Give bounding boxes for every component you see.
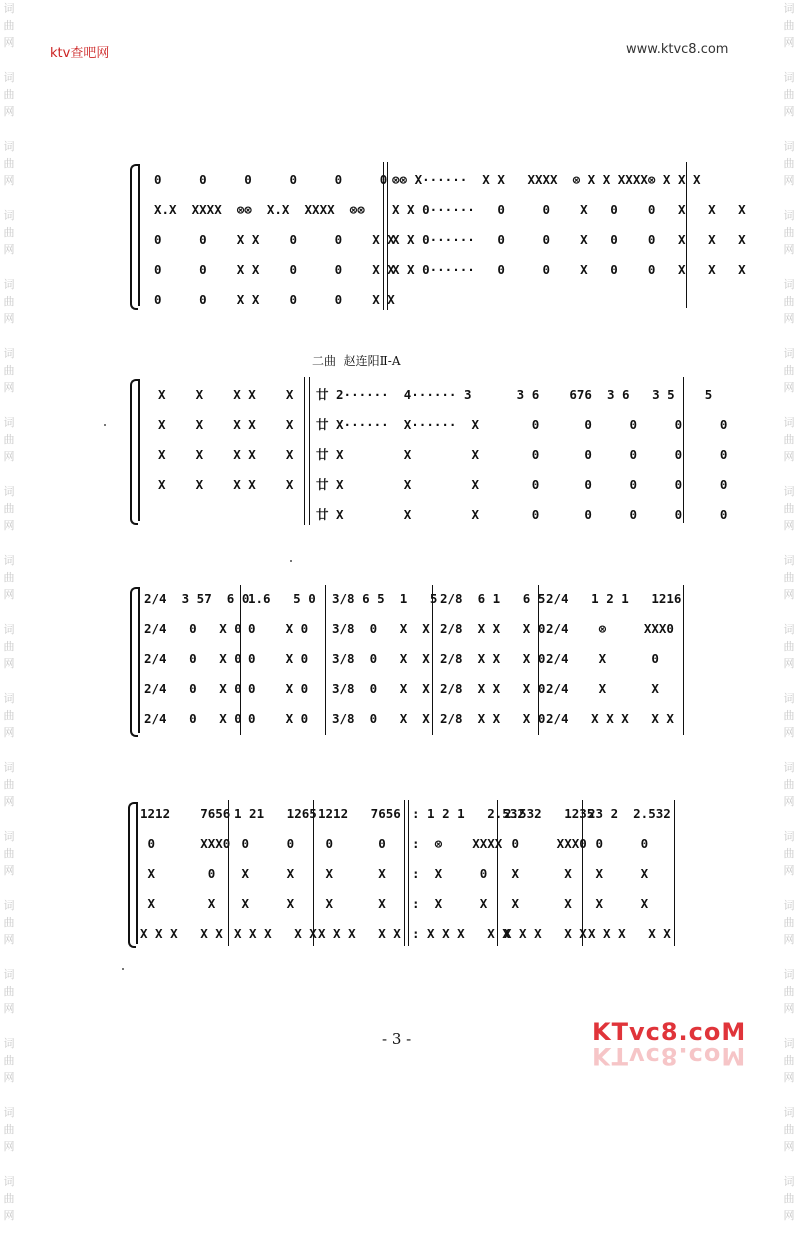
watermark-glyph: 曲 <box>3 916 15 929</box>
watermark-glyph: 词 <box>783 761 795 774</box>
watermark-column-left <box>0 0 18 1222</box>
measure-notation: X X X X X <box>158 387 294 402</box>
watermark-glyph: 曲 <box>783 295 795 308</box>
measure-notation: 2/4 0 X 0 <box>144 711 242 726</box>
watermark-glyph: 网 <box>783 36 795 49</box>
watermark-glyph: 词 <box>783 968 795 981</box>
watermark-glyph: 词 <box>3 1175 15 1188</box>
watermark-glyph: 词 <box>783 692 795 705</box>
system-rule <box>136 802 138 944</box>
watermark-glyph: 网 <box>783 726 795 739</box>
watermark-glyph: 词 <box>783 554 795 567</box>
watermark-glyph: 网 <box>3 36 15 49</box>
watermark-glyph: 网 <box>3 1140 15 1153</box>
measure-notation: X X 0······ 0 0 X 0 0 X X X <box>392 202 746 217</box>
watermark-glyph: 曲 <box>3 709 15 722</box>
measure-notation: 0 0 X X 0 0 X X <box>154 262 395 277</box>
watermark-glyph: 曲 <box>3 640 15 653</box>
measure-notation: 2/8 X X X 0 <box>440 681 546 696</box>
measure-notation: 0 0 X X 0 0 X X <box>154 232 395 247</box>
measure-notation: 2/4 3 57 6 0 <box>144 591 250 606</box>
watermark-glyph: 网 <box>3 105 15 118</box>
watermark-glyph: 词 <box>3 1106 15 1119</box>
watermark-glyph: 词 <box>783 2 795 15</box>
watermark-glyph: 词 <box>3 761 15 774</box>
measure-notation: 0 0 <box>234 836 295 851</box>
system-brace <box>128 802 136 948</box>
watermark-glyph: 网 <box>3 312 15 325</box>
measure-notation: 0 X 0 <box>248 621 309 636</box>
measure-notation: 1212 7656 <box>140 806 231 821</box>
watermark-glyph: 曲 <box>3 157 15 170</box>
measure-notation: 2/4 0 X 0 <box>144 621 242 636</box>
watermark-glyph: 词 <box>783 140 795 153</box>
measure-notation: ⊗⊗ X······ X X XXXX ⊗ X X XXXX⊗ X X X <box>392 172 701 187</box>
watermark-glyph: 曲 <box>783 226 795 239</box>
score-system-3 <box>130 583 690 738</box>
barline <box>674 800 675 946</box>
watermark-glyph: 网 <box>783 105 795 118</box>
watermark-glyph: 词 <box>783 1175 795 1188</box>
watermark-glyph: 曲 <box>3 88 15 101</box>
system-brace <box>130 587 138 737</box>
watermark-glyph: 曲 <box>783 778 795 791</box>
measure-notation: 2/8 X X X 0 <box>440 621 546 636</box>
watermark-glyph: 曲 <box>3 433 15 446</box>
watermark-glyph: 网 <box>783 795 795 808</box>
watermark-glyph: 网 <box>3 243 15 256</box>
watermark-glyph: 曲 <box>3 295 15 308</box>
watermark-glyph: 词 <box>3 692 15 705</box>
watermark-glyph: 词 <box>3 485 15 498</box>
system-brace <box>130 164 138 310</box>
watermark-glyph: 曲 <box>783 571 795 584</box>
measure-notation: 23 2 2.532 <box>588 806 671 821</box>
system-rule <box>138 379 140 521</box>
watermark-glyph: 曲 <box>3 226 15 239</box>
watermark-glyph: 曲 <box>3 1054 15 1067</box>
watermark-glyph: 词 <box>3 554 15 567</box>
watermark-glyph: 网 <box>3 588 15 601</box>
measure-notation: 2/4 X 0 <box>546 651 659 666</box>
watermark-glyph: 词 <box>783 416 795 429</box>
measure-notation: 3/8 0 X X <box>332 621 430 636</box>
measure-notation: 1212 7656 <box>318 806 401 821</box>
watermark-glyph: 网 <box>783 864 795 877</box>
measure-notation: 0 XXX0 <box>504 836 587 851</box>
measure-notation: 2/4 X X X X X <box>546 711 674 726</box>
watermark-glyph: 网 <box>3 519 15 532</box>
watermark-glyph: 词 <box>783 830 795 843</box>
measure-notation: 2/4 0 X 0 <box>144 681 242 696</box>
watermark-glyph: 网 <box>783 243 795 256</box>
measure-notation: X X <box>234 866 295 881</box>
measure-notation: X 0 <box>140 866 216 881</box>
barline <box>683 585 684 735</box>
measure-notation: X X X X X <box>158 447 294 462</box>
measure-notation: 0 X 0 <box>248 651 309 666</box>
watermark-glyph: 词 <box>3 1037 15 1050</box>
watermark-glyph: 词 <box>3 140 15 153</box>
watermark-glyph: 曲 <box>3 1192 15 1205</box>
measure-notation: 廿 X X X 0 0 0 0 0 <box>316 447 728 462</box>
measure-notation: 1 21 1265 <box>234 806 317 821</box>
watermark-glyph: 词 <box>783 347 795 360</box>
measure-notation: 2/4 ⊗ XXX0 <box>546 621 674 636</box>
watermark-glyph: 网 <box>783 933 795 946</box>
barline <box>404 800 405 946</box>
measure-notation: 0 0 X X 0 0 X X <box>154 292 395 307</box>
logo-reflection: KTvc8.coM <box>592 1042 747 1070</box>
measure-notation: 3/8 6 5 1 5 <box>332 591 438 606</box>
watermark-glyph: 曲 <box>3 778 15 791</box>
measure-notation: X X <box>588 896 649 911</box>
watermark-glyph: 网 <box>783 1140 795 1153</box>
watermark-glyph: 词 <box>3 2 15 15</box>
measure-notation: X X <box>318 866 386 881</box>
measure-notation: 2/4 1 2 1 1216 <box>546 591 682 606</box>
measure-notation: 2/4 0 X 0 <box>144 651 242 666</box>
watermark-glyph: 曲 <box>783 1054 795 1067</box>
measure-notation: 3/8 0 X X <box>332 651 430 666</box>
watermark-glyph: 网 <box>783 1209 795 1222</box>
watermark-glyph: 词 <box>783 278 795 291</box>
measure-notation: X X <box>588 866 649 881</box>
watermark-glyph: 曲 <box>783 640 795 653</box>
watermark-glyph: 词 <box>3 278 15 291</box>
system-brace <box>130 379 138 525</box>
watermark-glyph: 网 <box>3 795 15 808</box>
watermark-glyph: 曲 <box>3 985 15 998</box>
watermark-glyph: 网 <box>3 1209 15 1222</box>
watermark-glyph: 曲 <box>783 19 795 32</box>
watermark-glyph: 曲 <box>783 157 795 170</box>
measure-notation: 廿 2······ 4······ 3 3 6 676 3 6 3 5 5 <box>316 387 713 402</box>
watermark-glyph: 网 <box>783 174 795 187</box>
watermark-glyph: 词 <box>783 485 795 498</box>
watermark-glyph: 曲 <box>783 1123 795 1136</box>
measure-notation: 0 XXX0 <box>140 836 231 851</box>
watermark-glyph: 网 <box>3 450 15 463</box>
measure-notation: 廿 X······ X······ X 0 0 0 0 0 <box>316 417 728 432</box>
measure-notation: X X X X X <box>318 926 401 941</box>
watermark-glyph: 词 <box>3 899 15 912</box>
watermark-glyph: 词 <box>3 830 15 843</box>
watermark-glyph: 网 <box>3 726 15 739</box>
measure-notation: X X X X X <box>588 926 671 941</box>
measure-notation: X.X XXXX ⊗⊗ X.X XXXX ⊗⊗ <box>154 202 365 217</box>
section-title: 二曲 赵连阳Ⅱ-A <box>312 354 401 368</box>
measure-notation: X X X X X <box>504 926 587 941</box>
measure-notation: 2/8 X X X 0 <box>440 711 546 726</box>
watermark-glyph: 网 <box>3 864 15 877</box>
watermark-glyph: 网 <box>3 1002 15 1015</box>
watermark-glyph: 网 <box>3 933 15 946</box>
watermark-glyph: 词 <box>3 347 15 360</box>
watermark-glyph: 词 <box>3 623 15 636</box>
watermark-glyph: 曲 <box>783 847 795 860</box>
measure-notation: : X X <box>412 896 488 911</box>
watermark-glyph: 曲 <box>783 364 795 377</box>
watermark-glyph: 网 <box>783 588 795 601</box>
watermark-glyph: 词 <box>3 209 15 222</box>
measure-notation: 3/8 0 X X <box>332 681 430 696</box>
watermark-glyph: 曲 <box>783 985 795 998</box>
watermark-glyph: 曲 <box>783 88 795 101</box>
measure-notation: 1.6 5 0 <box>248 591 316 606</box>
score-system-1 <box>130 160 746 310</box>
watermark-glyph: 网 <box>3 381 15 394</box>
measure-notation: : 1 2 1 2.532 <box>412 806 525 821</box>
measure-notation: X X X X X <box>234 926 317 941</box>
measure-notation: X X X X X <box>158 477 294 492</box>
watermark-glyph: 曲 <box>783 916 795 929</box>
site-logo[interactable] <box>592 1018 752 1078</box>
measure-notation: X X X X X <box>140 926 223 941</box>
score-system-4 <box>128 798 688 948</box>
watermark-glyph: 曲 <box>3 1123 15 1136</box>
watermark-glyph: 词 <box>783 71 795 84</box>
barline <box>309 377 310 525</box>
page-number: - 3 - <box>382 1030 412 1048</box>
barline <box>325 585 326 735</box>
measure-notation: X X <box>140 896 216 911</box>
measure-notation: X X X X X <box>158 417 294 432</box>
measure-notation: X X <box>318 896 386 911</box>
measure-notation: : X X X X X <box>412 926 510 941</box>
watermark-glyph: 词 <box>783 1106 795 1119</box>
watermark-glyph: 网 <box>3 657 15 670</box>
scan-speck <box>122 968 124 970</box>
measure-notation: X X <box>234 896 295 911</box>
barline <box>408 800 409 946</box>
measure-notation: X X 0······ 0 0 X 0 0 X X X <box>392 262 746 277</box>
watermark-glyph: 曲 <box>783 433 795 446</box>
site-name[interactable]: ktv查吧网 <box>50 46 110 61</box>
measure-notation: : ⊗ XXXX <box>412 836 503 851</box>
watermark-glyph: 网 <box>783 657 795 670</box>
score-system-2 <box>130 375 728 525</box>
site-url[interactable]: www.ktvc8.com <box>626 42 729 57</box>
measure-notation: 0 0 <box>588 836 649 851</box>
system-rule <box>138 164 140 306</box>
measure-notation: X X <box>504 896 572 911</box>
measure-notation: : X 0 <box>412 866 488 881</box>
watermark-glyph: 网 <box>783 312 795 325</box>
measure-notation: 3/8 0 X X <box>332 711 430 726</box>
measure-notation: X X 0······ 0 0 X 0 0 X X X <box>392 232 746 247</box>
watermark-glyph: 词 <box>3 416 15 429</box>
watermark-glyph: 曲 <box>783 709 795 722</box>
watermark-glyph: 网 <box>783 450 795 463</box>
watermark-glyph: 网 <box>783 1071 795 1084</box>
measure-notation: 廿 X X X 0 0 0 0 0 <box>316 477 728 492</box>
watermark-glyph: 曲 <box>3 364 15 377</box>
measure-notation: 0 X 0 <box>248 681 309 696</box>
barline <box>304 377 305 525</box>
watermark-column-right <box>780 0 798 1222</box>
watermark-glyph: 词 <box>783 899 795 912</box>
scan-speck <box>104 424 106 426</box>
measure-notation: 2/4 X X <box>546 681 659 696</box>
watermark-glyph: 网 <box>783 519 795 532</box>
watermark-glyph: 网 <box>783 381 795 394</box>
watermark-glyph: 网 <box>3 1071 15 1084</box>
measure-notation: 0 X 0 <box>248 711 309 726</box>
watermark-glyph: 曲 <box>3 19 15 32</box>
system-rule <box>138 587 140 733</box>
watermark-glyph: 曲 <box>3 847 15 860</box>
watermark-glyph: 曲 <box>3 571 15 584</box>
measure-notation: 0 0 <box>318 836 386 851</box>
measure-notation: 2/8 X X X 0 <box>440 651 546 666</box>
measure-notation: X X <box>504 866 572 881</box>
measure-notation: 0 0 0 0 0 0 <box>154 172 388 187</box>
watermark-glyph: 网 <box>3 174 15 187</box>
measure-notation: 廿 X X X 0 0 0 0 0 <box>316 507 728 522</box>
measure-notation: 2/8 6 1 6 5 <box>440 591 546 606</box>
logo-text: KTvc8.coM <box>592 1018 747 1046</box>
watermark-glyph: 词 <box>783 1037 795 1050</box>
measure-notation: 2.532 1235 <box>504 806 595 821</box>
watermark-glyph: 曲 <box>783 1192 795 1205</box>
watermark-glyph: 网 <box>783 1002 795 1015</box>
watermark-glyph: 词 <box>3 968 15 981</box>
scan-speck <box>290 560 292 562</box>
watermark-glyph: 词 <box>783 623 795 636</box>
watermark-glyph: 词 <box>783 209 795 222</box>
watermark-glyph: 词 <box>3 71 15 84</box>
watermark-glyph: 曲 <box>783 502 795 515</box>
watermark-glyph: 曲 <box>3 502 15 515</box>
